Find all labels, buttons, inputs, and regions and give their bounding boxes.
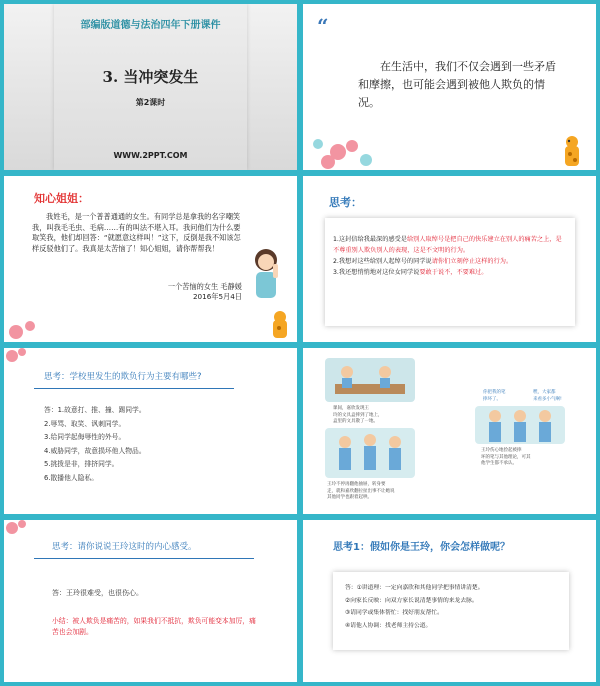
signature-name: 一个苦恼的女生 毛静媛 — [167, 282, 242, 291]
answer-item: 4.威胁同学，故意损坏他人物品。 — [44, 446, 146, 455]
flower-decoration-icon — [4, 348, 44, 378]
what-to-do-question: 思考1：假如你是王玲，你会怎样做呢？ — [333, 542, 510, 553]
answer-item: ④请他人协调：找老师主持公道。 — [345, 622, 432, 629]
slide-1-title[interactable] — [4, 4, 297, 170]
letter-signature — [168, 282, 242, 302]
flower-decoration-icon — [4, 520, 44, 550]
answer-item: 2.辱骂、取笑、讽刺同学。 — [44, 419, 126, 428]
bullying-answer-list — [44, 404, 146, 485]
feelings-question: 思考：请你说说王玲这时的内心感受。 — [52, 542, 197, 552]
answer-item: 5.挑拨是非，排挤同学。 — [44, 460, 119, 468]
slide-4-think[interactable] — [303, 176, 596, 342]
slide-2-intro[interactable] — [303, 4, 596, 170]
think-answer-box — [325, 218, 575, 326]
course-title: 部编版道德与法治四年下册课件 — [80, 20, 221, 31]
think-heading: 思考： — [329, 196, 362, 209]
answer-item: 6.散播他人隐私。 — [44, 473, 99, 482]
story-caption-2: 王玲不停再翻他抽屉，转身要 走，就和嘉欣翻拉扯出事不让她说 其他同学也跟着起哄。 — [327, 482, 395, 500]
divider — [34, 558, 254, 559]
think-line-2: 2.我想对这些给别人起绰号的同学说请你们立刻停止这样的行为。 — [333, 258, 513, 265]
speech-bubble-1: 你把我的笔 摔坏了。 — [483, 390, 506, 402]
divider — [34, 388, 234, 389]
letter-body: 我姓毛，是一个普普通通的女生。有同学总是拿我的名字嘲笑我，叫我毛毛虫、毛病……有的叫法不堪入耳。我问他们为什么要取笑我，他们却回答：“就愿意这样叫！”这下，反倒是我不知该怎样反驳他们了。我真是太苦恼了！知心姐姐，请你帮帮我！ — [32, 212, 241, 253]
slide-8-what-to-do[interactable] — [303, 520, 596, 682]
intro-text: 在生活中，我们不仅会遇到一些矛盾和摩擦，也可能会遇到被他人欺负的情况。 — [358, 60, 556, 109]
answer-item: 答：1.故意打、推、撞、踢同学。 — [44, 406, 146, 414]
signature-date: 2016年5月4日 — [192, 292, 242, 301]
feelings-summary: 小结：被人欺负是痛苦的，如果我们不抵抗，欺负可能变本加厉，痛苦也会加剧。 — [52, 617, 256, 636]
quote-icon: “ — [317, 14, 329, 38]
slide-6-story[interactable] — [303, 348, 596, 514]
lesson-title: 3. 当冲突发生 — [102, 68, 199, 86]
slide-3-letter[interactable] — [4, 176, 297, 342]
answer-item: 答：①讲道理：一定向嘉欣和其他同学把事情讲清楚。 — [345, 585, 484, 591]
think-line-3: 3.我还想悄悄地对这位女同学说要敢于说不，不要难过。 — [333, 269, 488, 276]
website-label: WWW.2PPT.COM — [113, 151, 188, 160]
slide-7-feelings[interactable] — [4, 520, 297, 682]
classroom-illustration-icon — [325, 358, 415, 402]
think-line-1: 1.这封信给我最深的感受是给别人取绰号是把自己的快乐建立在别人的痛苦之上，是不尊重别人欺负别人的表现，这是不文明的行为。 — [333, 236, 562, 254]
story-caption-1: 课间，嘉欣发现王 玲的文具盒摔到了地上， 盒里的文具散了一地。 — [333, 406, 383, 424]
story-caption-3: 王玲伤心地捡起被摔 坏的笔与其他理论，可其 他学生都不承认。 — [481, 448, 531, 466]
giraffe-icon — [557, 134, 587, 168]
flower-decoration-icon — [308, 122, 408, 170]
answer-item: ②向家长反映：向双方家长说清楚事情的来龙去脉。 — [345, 597, 478, 604]
feelings-answer: 答：王玲很难受，也很伤心。 — [52, 589, 143, 597]
argument-illustration-icon — [475, 406, 565, 444]
giraffe-icon — [266, 310, 294, 340]
bullying-question: 思考：学校里发生的欺负行为主要有哪些? — [44, 372, 202, 382]
speech-bubble-2: 嘿，大家都 来看多小气啊! — [533, 390, 562, 402]
letter-heading: 知心姐姐： — [34, 192, 89, 205]
answer-item: 3.给同学起侮辱性的外号。 — [44, 433, 126, 441]
slide-5-bullying[interactable] — [4, 348, 297, 514]
flower-decoration-icon — [4, 314, 64, 342]
students-illustration-icon — [325, 428, 415, 478]
girl-illustration-icon — [247, 246, 285, 302]
what-to-do-answer-box — [333, 572, 569, 650]
answer-item: ③请同学或集体帮忙：找好朋友帮忙。 — [345, 610, 443, 616]
lesson-subtitle: 第2课时 — [135, 98, 166, 107]
